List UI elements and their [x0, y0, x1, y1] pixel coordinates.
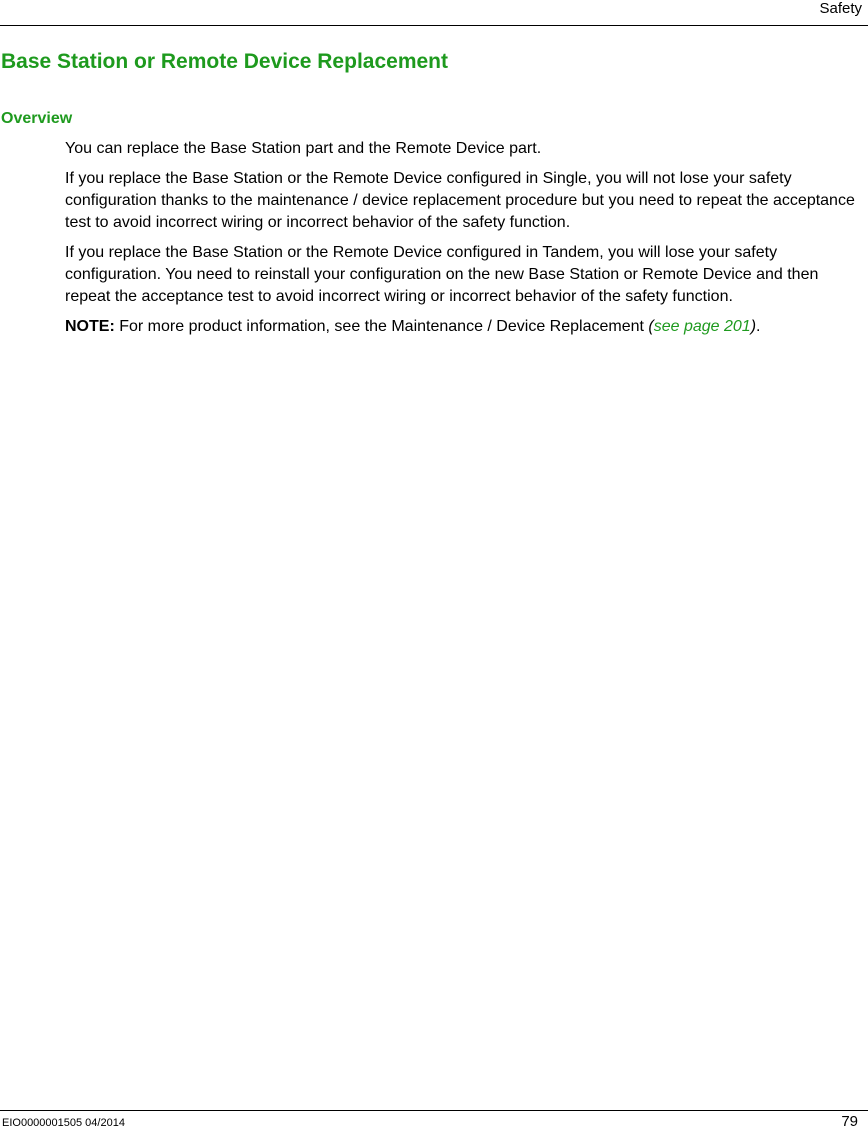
overview-heading: Overview [1, 110, 73, 127]
section-title: Base Station or Remote Device Replacement [1, 50, 448, 73]
document-reference: EIO0000001505 04/2014 [2, 1117, 125, 1129]
note-paragraph [65, 316, 863, 338]
note-paren-open: ( [648, 318, 654, 335]
paragraph: If you replace the Base Station or the Remote Device configured in Single, you will not lose your safety configuration thanks to the maintenance / device replacement procedure but you need to repeat the acceptance test to avoid incorrect wiring or incorrect behavior of the safety function. [65, 170, 855, 231]
note-text: For more product information, see the Maintenance / Device Replacement [114, 318, 649, 335]
running-footer [0, 1110, 868, 1130]
paragraph: If you replace the Base Station or the Remote Device configured in Tandem, you will lose your safety configuration. You need to reinstall your configuration on the new Base Station or Remote Device and then repeat the acceptance test to avoid incorrect wiring or incorrect behavior of the safety function. [65, 244, 819, 305]
header-section-name: Safety [819, 0, 862, 17]
note-paren-close: ) [750, 318, 757, 335]
page-reference-link[interactable]: see page 201 [653, 318, 751, 335]
note-label: NOTE: [65, 318, 115, 335]
paragraph: You can replace the Base Station part and the Remote Device part. [65, 140, 542, 157]
page-number: 79 [841, 1113, 858, 1130]
note-end: . [756, 318, 761, 335]
overview-body [65, 138, 863, 346]
running-header [0, 0, 868, 26]
